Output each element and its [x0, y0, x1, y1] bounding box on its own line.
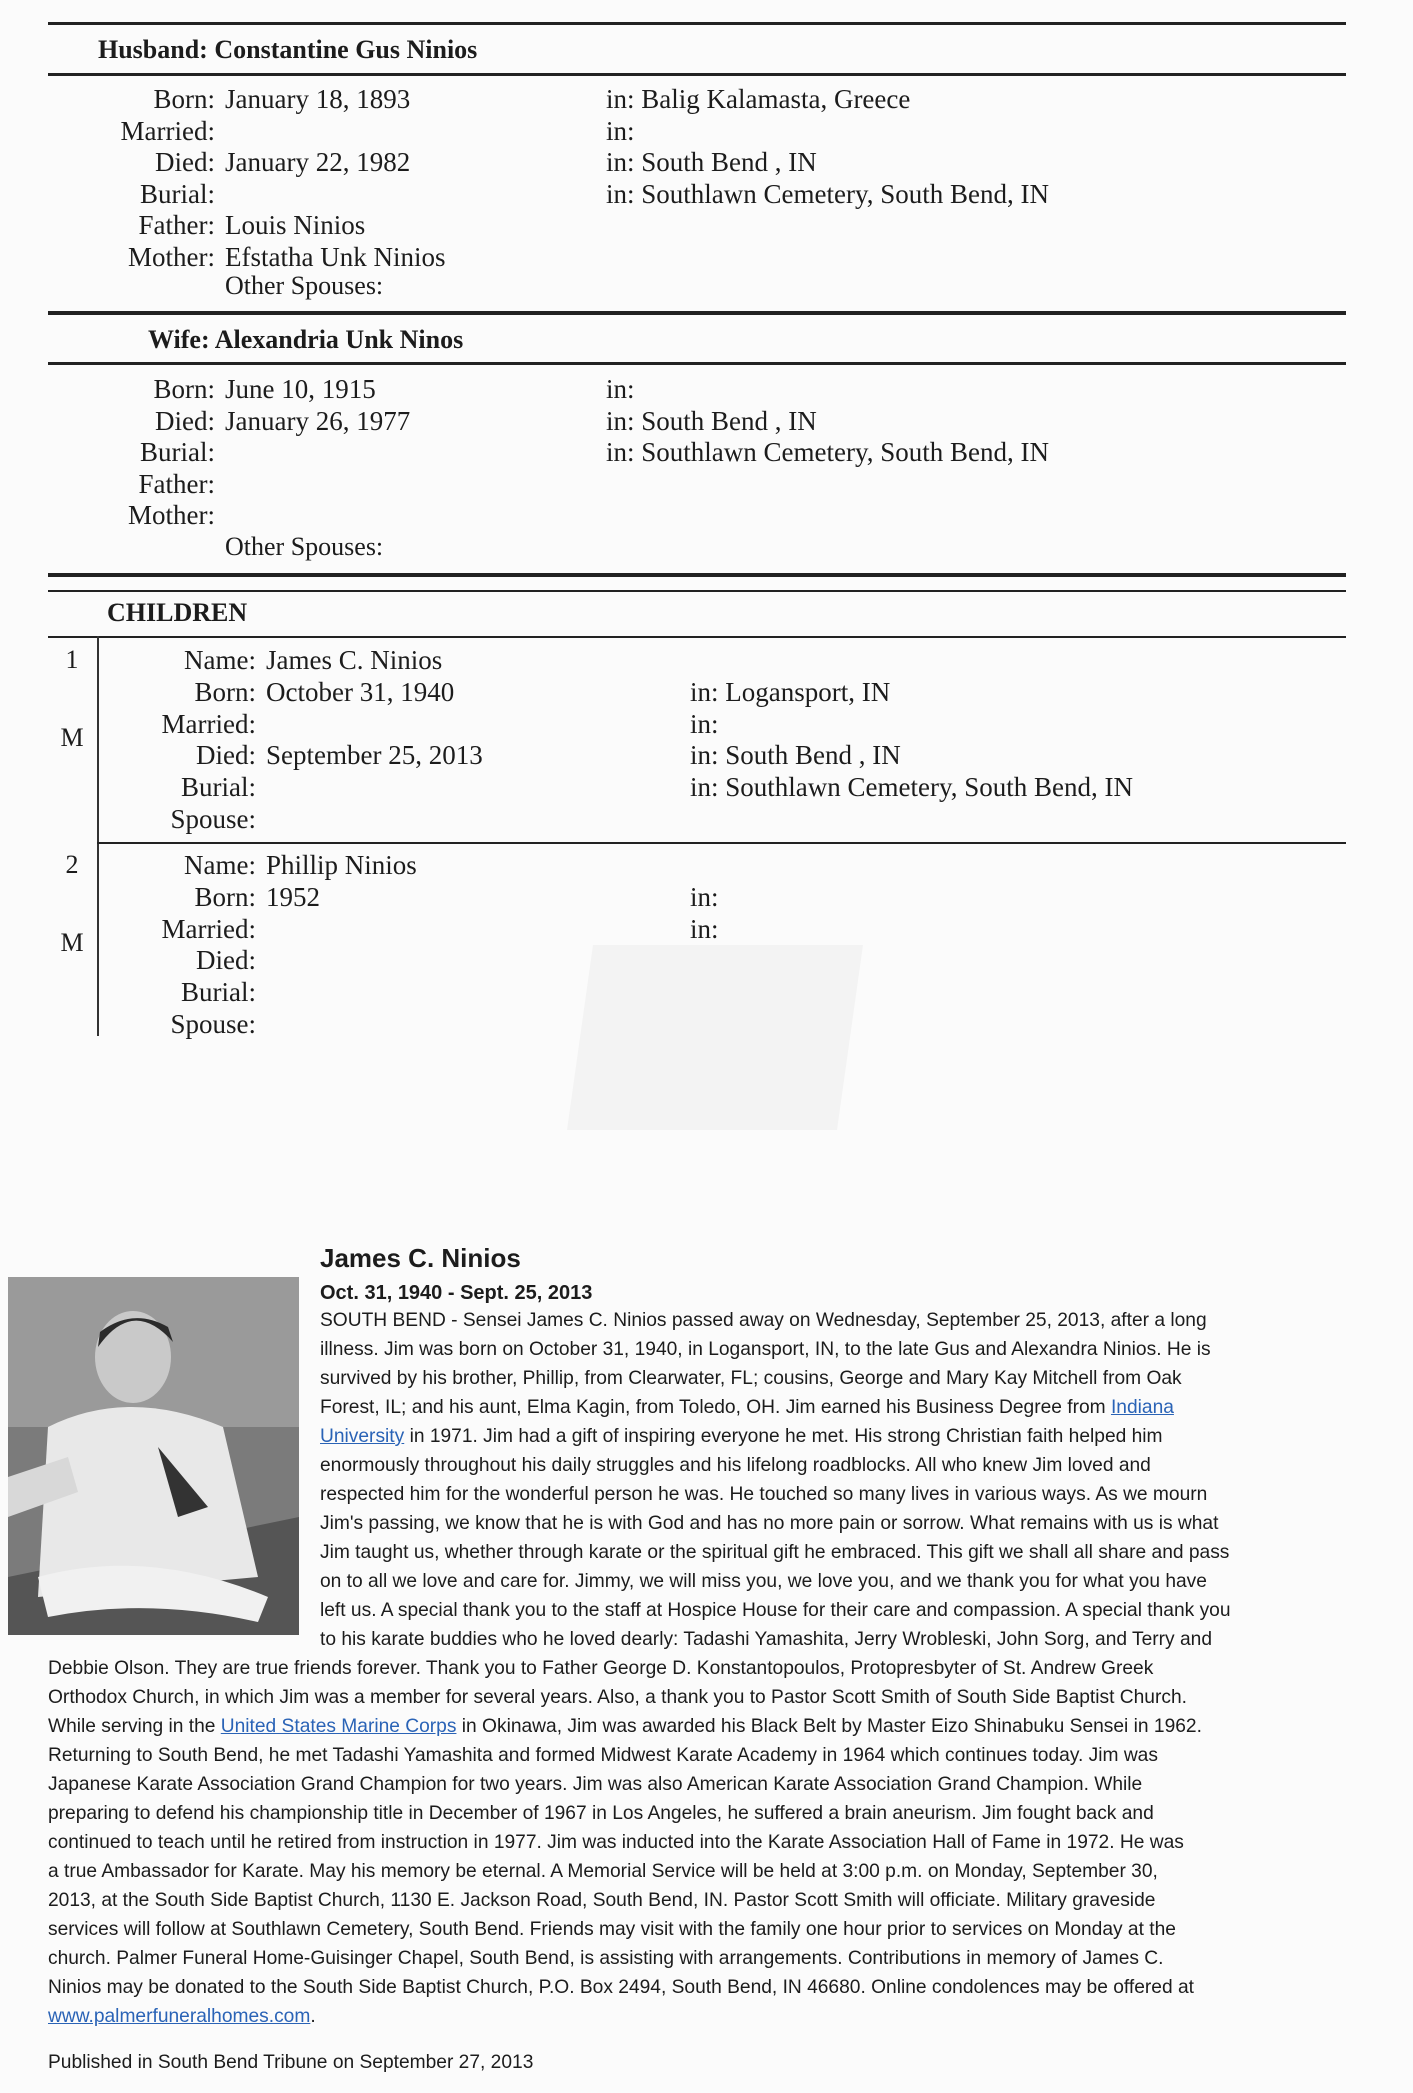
- obituary-line: [320, 1542, 1229, 1564]
- field-place: in: South Bend , IN: [606, 405, 817, 436]
- obituary-text: survived by his brother, Phillip, from Clearwater, FL; cousins, George and Mary Kay Mitchell from Oak: [320, 1368, 1182, 1389]
- child-field-value: Phillip Ninios: [266, 850, 417, 880]
- field-label: Died:: [155, 405, 215, 436]
- child-field-label: Died:: [196, 945, 256, 976]
- child-field-place: in: South Bend , IN: [690, 740, 901, 771]
- obituary-line: [320, 1513, 1218, 1535]
- wife-top-rule: [48, 311, 1346, 315]
- field-label: Mother:: [128, 241, 215, 272]
- obituary-text: services will follow at Southlawn Cemetery, South Bend. Friends may visit with the family one hour prior to services on Monday at the: [48, 1919, 1176, 1940]
- obituary-link[interactable]: University: [320, 1426, 405, 1447]
- child-separator: [97, 842, 1346, 844]
- obituary-text: Jim taught us, whether through karate or the spiritual gift he embraced. This gift we shall all share and pass: [320, 1542, 1230, 1563]
- field-label: Born:: [153, 374, 215, 404]
- obituary-line: [48, 1861, 1158, 1883]
- wife-other-spouses: Other Spouses:: [225, 532, 384, 561]
- field-place: in: Southlawn Cemetery, South Bend, IN: [606, 437, 1049, 467]
- obituary-line: [320, 1484, 1207, 1506]
- child-field-label: Name:: [184, 645, 256, 675]
- obituary-text: SOUTH BEND - Sensei James C. Ninios passed away on Wednesday, September 25, 2013, after a long: [320, 1310, 1207, 1331]
- child-field-place: in:: [690, 913, 719, 944]
- obituary-line: [320, 1571, 1207, 1593]
- obituary-text: on to all we love and care for. Jimmy, we will miss you, we love you, and we thank you for what you have: [320, 1571, 1207, 1592]
- obituary-text: left us. A special thank you to the staff at Hospice House for their care and compassion. A special thank you: [320, 1600, 1231, 1621]
- obituary-link[interactable]: United States Marine Corps: [220, 1716, 457, 1737]
- obituary-line: [48, 1890, 1155, 1912]
- field-value: June 10, 1915: [225, 374, 376, 404]
- wife-header: [148, 325, 463, 355]
- child-field-label: Born:: [194, 676, 256, 707]
- obituary-line: [48, 1774, 1142, 1796]
- obituary-link[interactable]: www.palmerfuneralhomes.com: [48, 2006, 311, 2027]
- field-label: Mother:: [128, 500, 215, 530]
- obituary-text: enormously throughout his daily struggles and his lifelong roadblocks. All who knew Jim loved and: [320, 1455, 1151, 1476]
- child-field-value: 1952: [266, 881, 320, 912]
- obituary-line: [48, 1658, 1153, 1680]
- child-sex: M: [60, 723, 84, 752]
- obituary-line: [48, 1977, 1194, 1999]
- obituary-line: [48, 1803, 1154, 1825]
- children-heading: CHILDREN: [107, 598, 248, 627]
- obituary-published: Published in South Bend Tribune on September 27, 2013: [48, 2052, 534, 2073]
- wife-name: Alexandria Unk Ninos: [214, 325, 464, 354]
- obituary-text: Ninios may be donated to the South Side Baptist Church, P.O. Box 2494, South Bend, IN 46680. Online condolences may be offered at: [48, 1977, 1194, 1998]
- children-rule: [48, 636, 1346, 638]
- obituary-text: Debbie Olson. They are true friends forever. Thank you to Father George D. Konstantopoulos, Protopresbyter of St. Andrew Greek: [48, 1658, 1154, 1679]
- wife-rule: [48, 362, 1346, 365]
- child-field-place: in: Southlawn Cemetery, South Bend, IN: [690, 772, 1133, 803]
- obituary-title: James C. Ninios: [320, 1243, 521, 1273]
- obituary-line: [320, 1339, 1211, 1361]
- obituary-line: [48, 1919, 1176, 1941]
- field-value: Efstatha Unk Ninios: [225, 241, 446, 272]
- field-place: in: South Bend , IN: [606, 147, 817, 177]
- obituary-text: Returning to South Bend, he met Tadashi Yamashita and formed Midwest Karate Academy in 1964 which continues today. Jim was: [48, 1745, 1158, 1766]
- obituary-line: [48, 1687, 1187, 1709]
- wife-header-label: Wife:: [148, 325, 210, 354]
- field-label: Born:: [153, 84, 215, 114]
- obituary-line: [320, 1600, 1231, 1622]
- field-value: January 18, 1893: [225, 84, 411, 114]
- field-label: Died:: [155, 147, 215, 177]
- obituary-link[interactable]: Indiana: [1110, 1397, 1174, 1418]
- child-field-label: Married:: [161, 913, 256, 944]
- obituary-text: Japanese Karate Association Grand Champion for two years. Jim was also American Karate Association Grand Champion. While: [48, 1774, 1143, 1795]
- child-field-label: Burial:: [181, 772, 256, 803]
- obituary-text: in Okinawa, Jim was awarded his Black Belt by Master Eizo Shinabuku Sensei in 1962.: [456, 1716, 1202, 1737]
- obituary-text: Forest, IL; and his aunt, Elma Kagin, from Toledo, OH. Jim earned his Business Degree from: [320, 1397, 1111, 1418]
- field-label: Married:: [120, 115, 215, 146]
- child-field-label: Name:: [184, 850, 256, 880]
- obituary-line: [320, 1426, 1163, 1448]
- scan-smudge: [567, 945, 863, 1130]
- child-field-value: October 31, 1940: [266, 676, 455, 707]
- obituary-text: to his karate buddies who he loved dearly: Tadashi Yamashita, Jerry Wrobleski, John Sorg, and Terry and: [320, 1629, 1212, 1650]
- obituary-text: church. Palmer Funeral Home-Guisinger Chapel, South Bend, is assisting with arrangements. Contributions in memory of James C.: [48, 1948, 1164, 1969]
- child-field-place: in: Logansport, IN: [690, 676, 891, 707]
- child-field-place: in:: [690, 881, 719, 912]
- obituary-line: [48, 1948, 1164, 1970]
- field-value: January 22, 1982: [225, 147, 411, 177]
- karate-portrait-image: [8, 1277, 299, 1635]
- field-place: in: Southlawn Cemetery, South Bend, IN: [606, 178, 1049, 209]
- field-place: in: Balig Kalamasta, Greece: [606, 84, 911, 114]
- field-place: in:: [606, 115, 635, 146]
- obituary-dates: Oct. 31, 1940 - Sept. 25, 2013: [320, 1282, 593, 1304]
- child-number: 1: [65, 645, 79, 674]
- husband-other-spouses: Other Spouses:: [225, 271, 384, 300]
- obituary-text: a true Ambassador for Karate. May his memory be eternal. A Memorial Service will be held at 3:00 p.m. on Monday, September 30,: [48, 1861, 1158, 1882]
- obituary-text: illness. Jim was born on October 31, 1940, in Logansport, IN, to the late Gus and Alexandra Ninios. He is: [320, 1339, 1211, 1360]
- child-field-label: Spouse:: [170, 804, 256, 834]
- obituary-line: [320, 1368, 1182, 1390]
- obituary-line: [320, 1455, 1151, 1477]
- obituary-line: [48, 1716, 1202, 1738]
- obituary-line: [320, 1310, 1207, 1332]
- obituary-text: While serving in the: [48, 1716, 221, 1737]
- children-top-rule: [48, 573, 1346, 577]
- top-rule: [48, 22, 1346, 25]
- husband-header-label: Husband:: [98, 35, 208, 64]
- obituary-line: [48, 2006, 316, 2028]
- husband-rule: [48, 73, 1346, 76]
- child-field-label: Burial:: [181, 977, 256, 1008]
- obituary-text: 2013, at the South Side Baptist Church, 1130 E. Jackson Road, South Bend, IN. Pastor Scott Smith will officiate. Military graveside: [48, 1890, 1156, 1911]
- husband-header: [98, 35, 477, 65]
- child-field-value: September 25, 2013: [266, 740, 483, 771]
- obituary-line: [48, 1832, 1184, 1854]
- obituary-text: respected him for the wonderful person he was. He touched so many lives in various ways. As we mourn: [320, 1484, 1208, 1505]
- child-sex: M: [60, 928, 84, 957]
- child-field-label: Died:: [196, 740, 256, 771]
- child-field-label: Married:: [161, 708, 256, 739]
- obituary-line: [320, 1629, 1212, 1651]
- children-top-rule-2: [48, 590, 1346, 592]
- child-field-place: in:: [690, 708, 719, 739]
- obituary-text: Jim's passing, we know that he is with God and has no more pain or sorrow. What remains with us is what: [320, 1513, 1219, 1534]
- obituary-text: .: [310, 2006, 316, 2027]
- field-label: Father:: [138, 468, 215, 499]
- obituary-photo: [8, 1277, 299, 1635]
- field-label: Burial:: [140, 178, 215, 209]
- obituary-line: [48, 1745, 1158, 1767]
- obituary-line: [320, 1397, 1174, 1419]
- field-label: Father:: [138, 210, 215, 240]
- field-label: Burial:: [140, 437, 215, 467]
- field-place: in:: [606, 374, 635, 404]
- obituary-text: continued to teach until he retired from instruction in 1977. Jim was inducted into the Karate Association Hall of Fame in 1972. He was: [48, 1832, 1184, 1853]
- child-field-label: Spouse:: [170, 1009, 256, 1039]
- child-field-value: James C. Ninios: [266, 645, 443, 675]
- obituary-text: in 1971. Jim had a gift of inspiring everyone he met. His strong Christian faith helped him: [404, 1426, 1163, 1447]
- field-value: Louis Ninios: [225, 210, 366, 240]
- husband-name: Constantine Gus Ninios: [214, 35, 478, 64]
- child-number: 2: [65, 850, 79, 879]
- obituary-text: preparing to defend his championship title in December of 1967 in Los Angeles, he suffered a brain aneurism. Jim fought back and: [48, 1803, 1154, 1824]
- field-value: January 26, 1977: [225, 405, 411, 436]
- obituary-text: Orthodox Church, in which Jim was a member for several years. Also, a thank you to Pastor Scott Smith of South Side Baptist Church.: [48, 1687, 1187, 1708]
- child-field-label: Born:: [194, 881, 256, 912]
